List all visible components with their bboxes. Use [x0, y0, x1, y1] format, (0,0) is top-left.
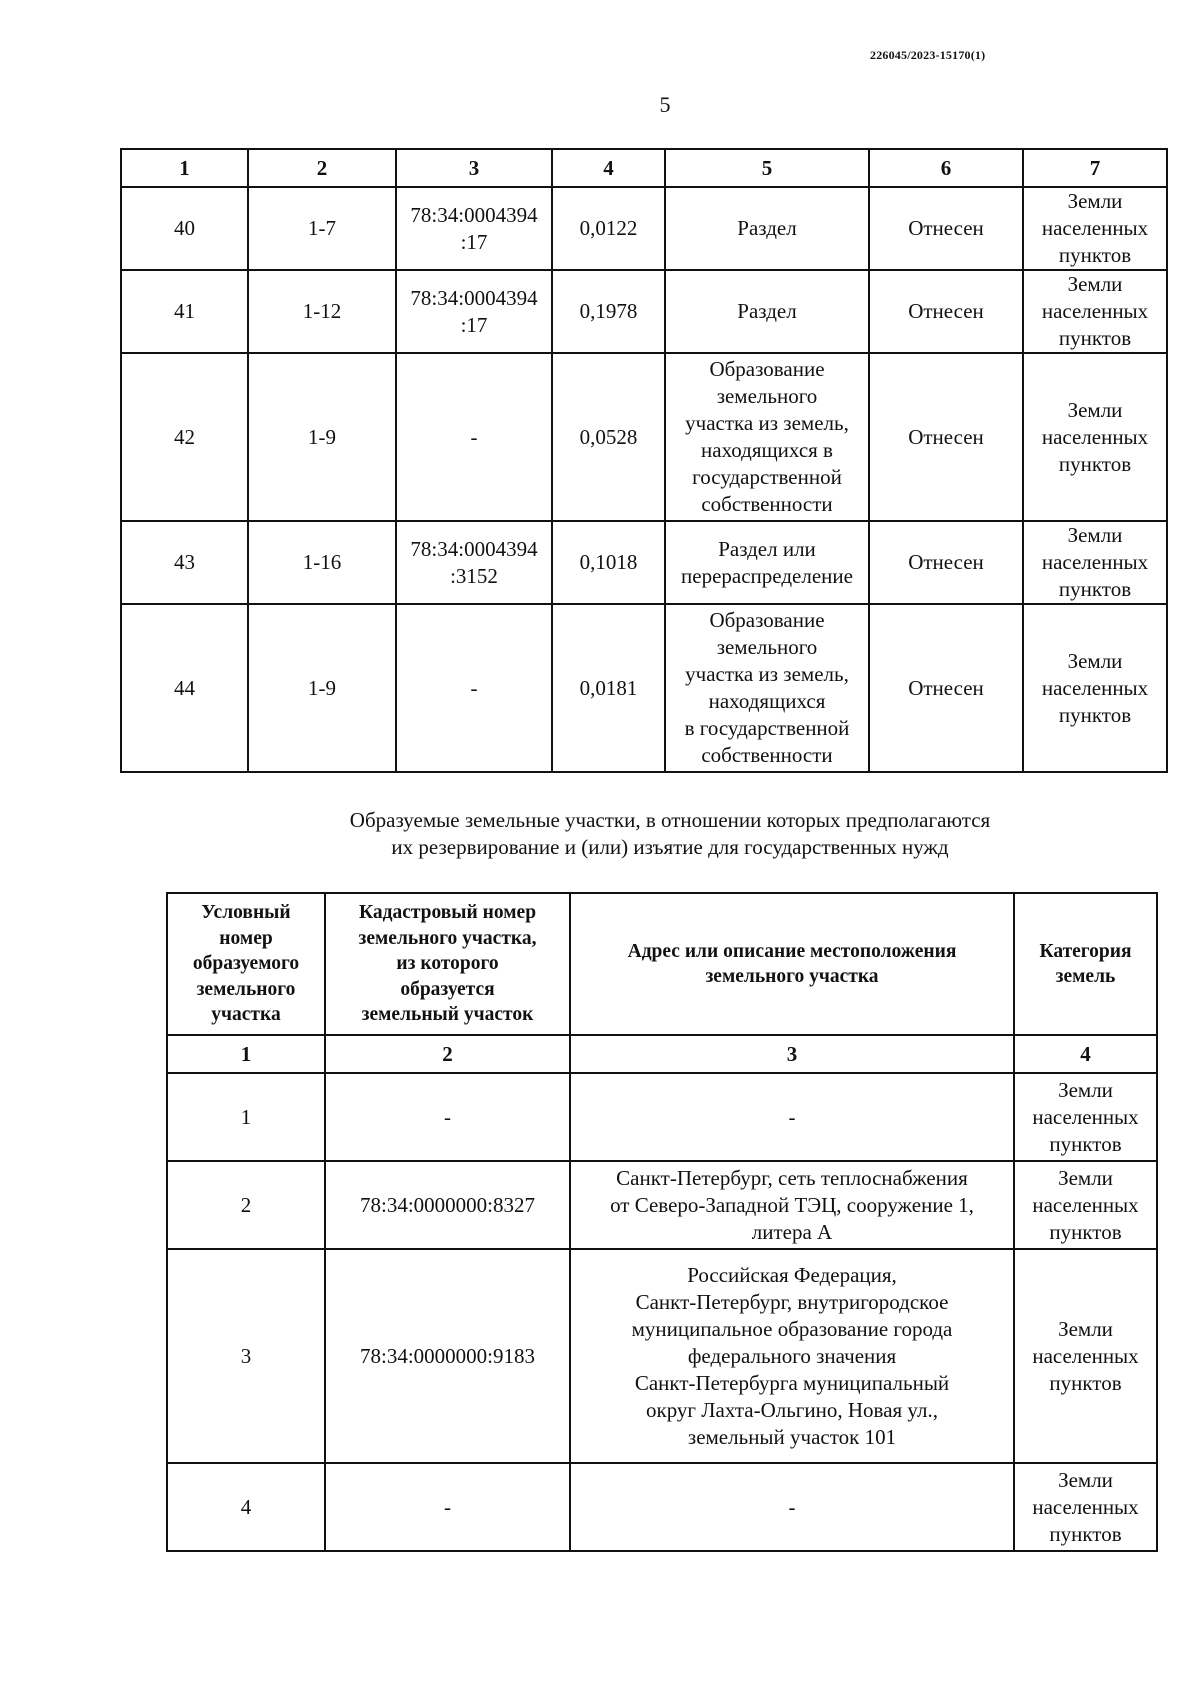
table-cell: Земли населенных пунктов [1023, 353, 1167, 521]
column-title: Категория земель [1014, 893, 1157, 1035]
reserved-parcels-table [166, 892, 1158, 1552]
table-cell: 78:34:0004394 :3152 [396, 521, 552, 604]
table-cell: Образование земельного участка из земель, находящихся в государственной собственности [665, 604, 869, 772]
parcels-table [120, 148, 1168, 773]
table-cell: 0,0181 [552, 604, 665, 772]
table-cell: 78:34:0000000:9183 [325, 1249, 570, 1463]
column-number: 3 [396, 149, 552, 187]
table-cell: - [396, 353, 552, 521]
table-cell: Отнесен [869, 604, 1023, 772]
table-cell: - [570, 1073, 1014, 1161]
table-cell: Раздел [665, 270, 869, 353]
table-cell: 0,1018 [552, 521, 665, 604]
table-cell: 1-12 [248, 270, 396, 353]
table-cell: 0,1978 [552, 270, 665, 353]
table-cell: 1-7 [248, 187, 396, 270]
table-row [167, 1073, 1157, 1161]
table-cell: 3 [167, 1249, 325, 1463]
table-cell: 41 [121, 270, 248, 353]
document-number: 226045/2023-15170(1) [870, 48, 986, 62]
table-cell: 1 [167, 1073, 325, 1161]
column-number: 2 [325, 1035, 570, 1073]
column-number: 4 [1014, 1035, 1157, 1073]
table-cell: Раздел [665, 187, 869, 270]
table-cell: Земли населенных пунктов [1023, 521, 1167, 604]
column-number: 7 [1023, 149, 1167, 187]
table-cell: 78:34:0000000:8327 [325, 1161, 570, 1249]
table-cell: Отнесен [869, 270, 1023, 353]
column-number: 1 [167, 1035, 325, 1073]
table-cell: 40 [121, 187, 248, 270]
table-cell: 44 [121, 604, 248, 772]
table-cell: - [325, 1073, 570, 1161]
table-row [167, 1249, 1157, 1463]
table-cell: Отнесен [869, 187, 1023, 270]
table-cell: Земли населенных пунктов [1023, 270, 1167, 353]
table-cell: Отнесен [869, 521, 1023, 604]
column-number: 6 [869, 149, 1023, 187]
table-header-row [167, 1035, 1157, 1073]
table-cell: Образование земельного участка из земель, находящихся в государственной собственности [665, 353, 869, 521]
column-number: 5 [665, 149, 869, 187]
table-row [121, 187, 1167, 270]
table-cell: Земли населенных пунктов [1014, 1463, 1157, 1551]
table-row [121, 270, 1167, 353]
table-cell: Раздел или перераспределение [665, 521, 869, 604]
table-cell: Российская Федерация, Санкт-Петербург, внутригородское муниципальное образование города федерального значения Санкт-Петербурга муниципальный округ Лахта-Ольгино, Новая ул., земельный участок 101 [570, 1249, 1014, 1463]
table-cell: 1-9 [248, 353, 396, 521]
table-cell: 2 [167, 1161, 325, 1249]
table-row [167, 1463, 1157, 1551]
table-cell: Санкт-Петербург, сеть теплоснабжения от Северо-Западной ТЭЦ, сооружение 1, литера А [570, 1161, 1014, 1249]
table-cell: 1-16 [248, 521, 396, 604]
column-number: 2 [248, 149, 396, 187]
table-cell: - [325, 1463, 570, 1551]
table-cell: Земли населенных пунктов [1014, 1161, 1157, 1249]
page-number: 5 [659, 92, 671, 117]
column-number: 3 [570, 1035, 1014, 1073]
table-cell: 1-9 [248, 604, 396, 772]
column-title: Адрес или описание местоположения земельного участка [570, 893, 1014, 1035]
column-number: 1 [121, 149, 248, 187]
table-cell: 78:34:0004394 :17 [396, 270, 552, 353]
table-cell: 42 [121, 353, 248, 521]
table-cell: 43 [121, 521, 248, 604]
table-row [121, 604, 1167, 772]
table-cell: Земли населенных пунктов [1014, 1073, 1157, 1161]
table-cell: Земли населенных пунктов [1014, 1249, 1157, 1463]
table-row [121, 353, 1167, 521]
table-cell: - [570, 1463, 1014, 1551]
column-title: Кадастровый номер земельного участка, из которого образуется земельный участок [325, 893, 570, 1035]
table-cell: 0,0122 [552, 187, 665, 270]
table-row [167, 1161, 1157, 1249]
table-cell: 4 [167, 1463, 325, 1551]
table-cell: Земли населенных пунктов [1023, 187, 1167, 270]
table-cell: Отнесен [869, 353, 1023, 521]
table-header-row [121, 149, 1167, 187]
table-cell: 78:34:0004394 :17 [396, 187, 552, 270]
table-title-row [167, 893, 1157, 1035]
column-title: Условный номер образуемого земельного участка [167, 893, 325, 1035]
table-row [121, 521, 1167, 604]
table-cell: 0,0528 [552, 353, 665, 521]
table-cell: Земли населенных пунктов [1023, 604, 1167, 772]
table-cell: - [396, 604, 552, 772]
section-caption: Образуемые земельные участки, в отношении которых предполагаются их резервирование и (или) изъятие для государственных нужд [349, 808, 991, 859]
column-number: 4 [552, 149, 665, 187]
